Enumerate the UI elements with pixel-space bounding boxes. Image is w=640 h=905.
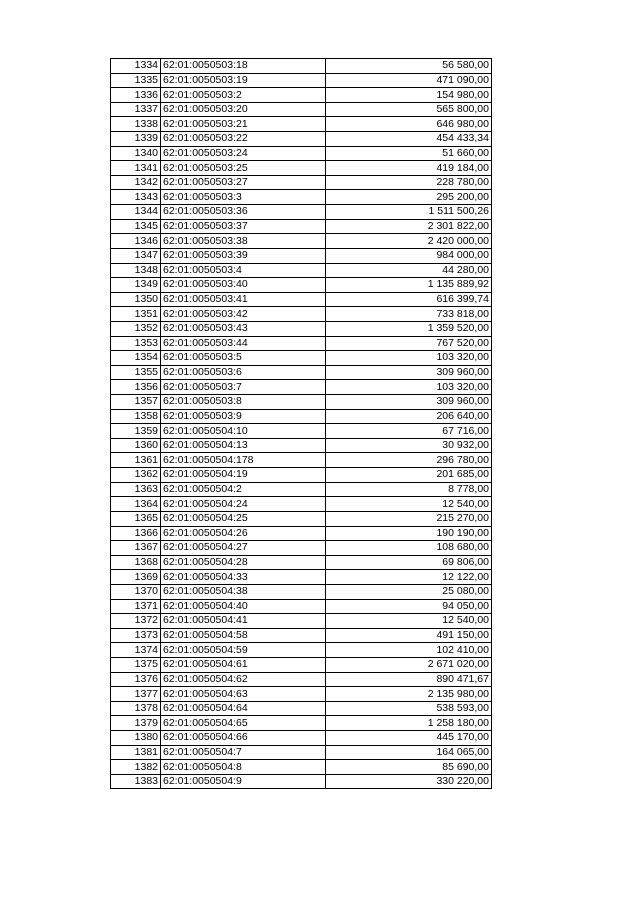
row-number-cell: 1335	[111, 73, 161, 88]
row-number-cell: 1369	[111, 570, 161, 585]
table-row	[111, 132, 492, 147]
cadastral-value-cell: 12 540,00	[326, 614, 492, 629]
cadastral-value-cell: 309 960,00	[326, 365, 492, 380]
cadastral-value-cell: 56 580,00	[326, 59, 492, 74]
cadastral-number-cell: 62:01:0050504:2	[161, 482, 326, 497]
cadastral-value-cell: 201 685,00	[326, 468, 492, 483]
table-body	[111, 59, 492, 789]
cadastral-value-cell: 108 680,00	[326, 541, 492, 556]
table-row	[111, 190, 492, 205]
cadastral-value-cell: 471 090,00	[326, 73, 492, 88]
cadastral-number-cell: 62:01:0050503:21	[161, 117, 326, 132]
cadastral-value-cell: 2 420 000,00	[326, 234, 492, 249]
cadastral-value-cell: 538 593,00	[326, 701, 492, 716]
cadastral-value-cell: 67 716,00	[326, 424, 492, 439]
table-row	[111, 541, 492, 556]
table-row	[111, 292, 492, 307]
table-row	[111, 774, 492, 789]
cadastral-value-cell: 103 320,00	[326, 380, 492, 395]
table-row	[111, 628, 492, 643]
cadastral-value-cell: 2 671 020,00	[326, 657, 492, 672]
cadastral-value-cell: 154 980,00	[326, 88, 492, 103]
table-row	[111, 526, 492, 541]
row-number-cell: 1351	[111, 307, 161, 322]
table-row	[111, 731, 492, 746]
row-number-cell: 1356	[111, 380, 161, 395]
cadastral-value-cell: 164 065,00	[326, 745, 492, 760]
table-row	[111, 380, 492, 395]
cadastral-number-cell: 62:01:0050503:22	[161, 132, 326, 147]
cadastral-number-cell: 62:01:0050504:19	[161, 468, 326, 483]
cadastral-number-cell: 62:01:0050504:8	[161, 760, 326, 775]
cadastral-value-cell: 44 280,00	[326, 263, 492, 278]
cadastral-number-cell: 62:01:0050503:7	[161, 380, 326, 395]
cadastral-value-cell: 215 270,00	[326, 511, 492, 526]
cadastral-number-cell: 62:01:0050503:39	[161, 248, 326, 263]
cadastral-value-cell: 85 690,00	[326, 760, 492, 775]
cadastral-number-cell: 62:01:0050504:40	[161, 599, 326, 614]
cadastral-number-cell: 62:01:0050504:64	[161, 701, 326, 716]
cadastral-number-cell: 62:01:0050504:41	[161, 614, 326, 629]
row-number-cell: 1378	[111, 701, 161, 716]
row-number-cell: 1348	[111, 263, 161, 278]
cadastral-number-cell: 62:01:0050503:2	[161, 88, 326, 103]
row-number-cell: 1383	[111, 774, 161, 789]
cadastral-number-cell: 62:01:0050504:24	[161, 497, 326, 512]
table-row	[111, 438, 492, 453]
cadastral-value-cell: 190 190,00	[326, 526, 492, 541]
row-number-cell: 1379	[111, 716, 161, 731]
cadastral-value-table	[110, 58, 492, 789]
cadastral-value-cell: 69 806,00	[326, 555, 492, 570]
row-number-cell: 1370	[111, 584, 161, 599]
row-number-cell: 1375	[111, 657, 161, 672]
row-number-cell: 1365	[111, 511, 161, 526]
cadastral-value-cell: 890 471,67	[326, 672, 492, 687]
row-number-cell: 1373	[111, 628, 161, 643]
cadastral-value-cell: 984 000,00	[326, 248, 492, 263]
row-number-cell: 1336	[111, 88, 161, 103]
row-number-cell: 1364	[111, 497, 161, 512]
row-number-cell: 1361	[111, 453, 161, 468]
cadastral-value-cell: 228 780,00	[326, 175, 492, 190]
table-row	[111, 409, 492, 424]
table-row	[111, 351, 492, 366]
table-row	[111, 614, 492, 629]
row-number-cell: 1367	[111, 541, 161, 556]
cadastral-value-cell: 445 170,00	[326, 731, 492, 746]
cadastral-number-cell: 62:01:0050503:3	[161, 190, 326, 205]
cadastral-value-cell: 25 080,00	[326, 584, 492, 599]
table-row	[111, 584, 492, 599]
cadastral-value-cell: 295 200,00	[326, 190, 492, 205]
table-row	[111, 687, 492, 702]
cadastral-value-cell: 491 150,00	[326, 628, 492, 643]
cadastral-number-cell: 62:01:0050504:7	[161, 745, 326, 760]
cadastral-number-cell: 62:01:0050504:10	[161, 424, 326, 439]
row-number-cell: 1342	[111, 175, 161, 190]
cadastral-value-cell: 1 359 520,00	[326, 321, 492, 336]
row-number-cell: 1363	[111, 482, 161, 497]
cadastral-value-cell: 51 660,00	[326, 146, 492, 161]
table-row	[111, 175, 492, 190]
cadastral-number-cell: 62:01:0050503:19	[161, 73, 326, 88]
cadastral-value-cell: 565 800,00	[326, 102, 492, 117]
cadastral-number-cell: 62:01:0050504:9	[161, 774, 326, 789]
row-number-cell: 1343	[111, 190, 161, 205]
cadastral-number-cell: 62:01:0050503:6	[161, 365, 326, 380]
cadastral-number-cell: 62:01:0050503:44	[161, 336, 326, 351]
cadastral-number-cell: 62:01:0050503:40	[161, 278, 326, 293]
table-row	[111, 365, 492, 380]
row-number-cell: 1338	[111, 117, 161, 132]
row-number-cell: 1344	[111, 205, 161, 220]
cadastral-number-cell: 62:01:0050503:8	[161, 395, 326, 410]
table-row	[111, 307, 492, 322]
row-number-cell: 1360	[111, 438, 161, 453]
row-number-cell: 1353	[111, 336, 161, 351]
cadastral-number-cell: 62:01:0050503:24	[161, 146, 326, 161]
row-number-cell: 1368	[111, 555, 161, 570]
cadastral-value-cell: 2 301 822,00	[326, 219, 492, 234]
cadastral-value-cell: 12 122,00	[326, 570, 492, 585]
row-number-cell: 1382	[111, 760, 161, 775]
table-row	[111, 59, 492, 74]
cadastral-value-cell: 616 399,74	[326, 292, 492, 307]
cadastral-value-cell: 309 960,00	[326, 395, 492, 410]
cadastral-number-cell: 62:01:0050503:9	[161, 409, 326, 424]
cadastral-value-cell: 103 320,00	[326, 351, 492, 366]
row-number-cell: 1349	[111, 278, 161, 293]
row-number-cell: 1372	[111, 614, 161, 629]
table-row	[111, 672, 492, 687]
row-number-cell: 1334	[111, 59, 161, 74]
cadastral-number-cell: 62:01:0050503:18	[161, 59, 326, 74]
table-row	[111, 321, 492, 336]
row-number-cell: 1371	[111, 599, 161, 614]
row-number-cell: 1355	[111, 365, 161, 380]
table-row	[111, 643, 492, 658]
cadastral-value-cell: 330 220,00	[326, 774, 492, 789]
table-row	[111, 555, 492, 570]
cadastral-number-cell: 62:01:0050504:62	[161, 672, 326, 687]
table-row	[111, 468, 492, 483]
cadastral-number-cell: 62:01:0050503:42	[161, 307, 326, 322]
cadastral-value-cell: 206 640,00	[326, 409, 492, 424]
cadastral-number-cell: 62:01:0050503:20	[161, 102, 326, 117]
table-row	[111, 745, 492, 760]
cadastral-number-cell: 62:01:0050504:65	[161, 716, 326, 731]
cadastral-number-cell: 62:01:0050504:26	[161, 526, 326, 541]
cadastral-number-cell: 62:01:0050503:5	[161, 351, 326, 366]
cadastral-value-cell: 767 520,00	[326, 336, 492, 351]
cadastral-number-cell: 62:01:0050503:4	[161, 263, 326, 278]
table-row	[111, 234, 492, 249]
table-row	[111, 278, 492, 293]
cadastral-number-cell: 62:01:0050503:27	[161, 175, 326, 190]
cadastral-number-cell: 62:01:0050504:59	[161, 643, 326, 658]
table-row	[111, 88, 492, 103]
cadastral-value-cell: 454 433,34	[326, 132, 492, 147]
cadastral-number-cell: 62:01:0050504:63	[161, 687, 326, 702]
table-row	[111, 117, 492, 132]
cadastral-value-cell: 646 980,00	[326, 117, 492, 132]
cadastral-value-cell: 94 050,00	[326, 599, 492, 614]
cadastral-value-cell: 12 540,00	[326, 497, 492, 512]
row-number-cell: 1377	[111, 687, 161, 702]
cadastral-number-cell: 62:01:0050504:27	[161, 541, 326, 556]
row-number-cell: 1345	[111, 219, 161, 234]
table-row	[111, 248, 492, 263]
table-row	[111, 219, 492, 234]
table-row	[111, 497, 492, 512]
row-number-cell: 1346	[111, 234, 161, 249]
cadastral-number-cell: 62:01:0050504:58	[161, 628, 326, 643]
cadastral-number-cell: 62:01:0050503:43	[161, 321, 326, 336]
row-number-cell: 1359	[111, 424, 161, 439]
cadastral-number-cell: 62:01:0050503:36	[161, 205, 326, 220]
cadastral-number-cell: 62:01:0050504:61	[161, 657, 326, 672]
cadastral-value-cell: 419 184,00	[326, 161, 492, 176]
table-row	[111, 482, 492, 497]
cadastral-number-cell: 62:01:0050503:38	[161, 234, 326, 249]
row-number-cell: 1350	[111, 292, 161, 307]
table-row	[111, 760, 492, 775]
cadastral-value-cell: 733 818,00	[326, 307, 492, 322]
cadastral-number-cell: 62:01:0050504:66	[161, 731, 326, 746]
row-number-cell: 1358	[111, 409, 161, 424]
cadastral-number-cell: 62:01:0050503:25	[161, 161, 326, 176]
cadastral-value-cell: 296 780,00	[326, 453, 492, 468]
row-number-cell: 1347	[111, 248, 161, 263]
row-number-cell: 1340	[111, 146, 161, 161]
table-row	[111, 570, 492, 585]
cadastral-value-cell: 30 932,00	[326, 438, 492, 453]
table-row	[111, 205, 492, 220]
cadastral-number-cell: 62:01:0050504:28	[161, 555, 326, 570]
cadastral-number-cell: 62:01:0050504:38	[161, 584, 326, 599]
table-row	[111, 102, 492, 117]
table-row	[111, 263, 492, 278]
cadastral-number-cell: 62:01:0050503:37	[161, 219, 326, 234]
table-row	[111, 511, 492, 526]
table-row	[111, 599, 492, 614]
cadastral-value-cell: 1 511 500,26	[326, 205, 492, 220]
row-number-cell: 1337	[111, 102, 161, 117]
row-number-cell: 1381	[111, 745, 161, 760]
table-row	[111, 336, 492, 351]
table-row	[111, 395, 492, 410]
table-row	[111, 146, 492, 161]
table-row	[111, 701, 492, 716]
table-row	[111, 424, 492, 439]
table-row	[111, 161, 492, 176]
table-row	[111, 716, 492, 731]
row-number-cell: 1380	[111, 731, 161, 746]
cadastral-number-cell: 62:01:0050504:33	[161, 570, 326, 585]
cadastral-value-cell: 1 135 889,92	[326, 278, 492, 293]
row-number-cell: 1376	[111, 672, 161, 687]
row-number-cell: 1362	[111, 468, 161, 483]
row-number-cell: 1366	[111, 526, 161, 541]
row-number-cell: 1339	[111, 132, 161, 147]
table-row	[111, 453, 492, 468]
row-number-cell: 1341	[111, 161, 161, 176]
table-row	[111, 73, 492, 88]
row-number-cell: 1357	[111, 395, 161, 410]
row-number-cell: 1374	[111, 643, 161, 658]
cadastral-number-cell: 62:01:0050504:13	[161, 438, 326, 453]
cadastral-value-cell: 1 258 180,00	[326, 716, 492, 731]
cadastral-number-cell: 62:01:0050504:178	[161, 453, 326, 468]
row-number-cell: 1352	[111, 321, 161, 336]
cadastral-number-cell: 62:01:0050503:41	[161, 292, 326, 307]
cadastral-value-cell: 2 135 980,00	[326, 687, 492, 702]
table-row	[111, 657, 492, 672]
cadastral-value-cell: 8 778,00	[326, 482, 492, 497]
cadastral-number-cell: 62:01:0050504:25	[161, 511, 326, 526]
cadastral-value-cell: 102 410,00	[326, 643, 492, 658]
row-number-cell: 1354	[111, 351, 161, 366]
